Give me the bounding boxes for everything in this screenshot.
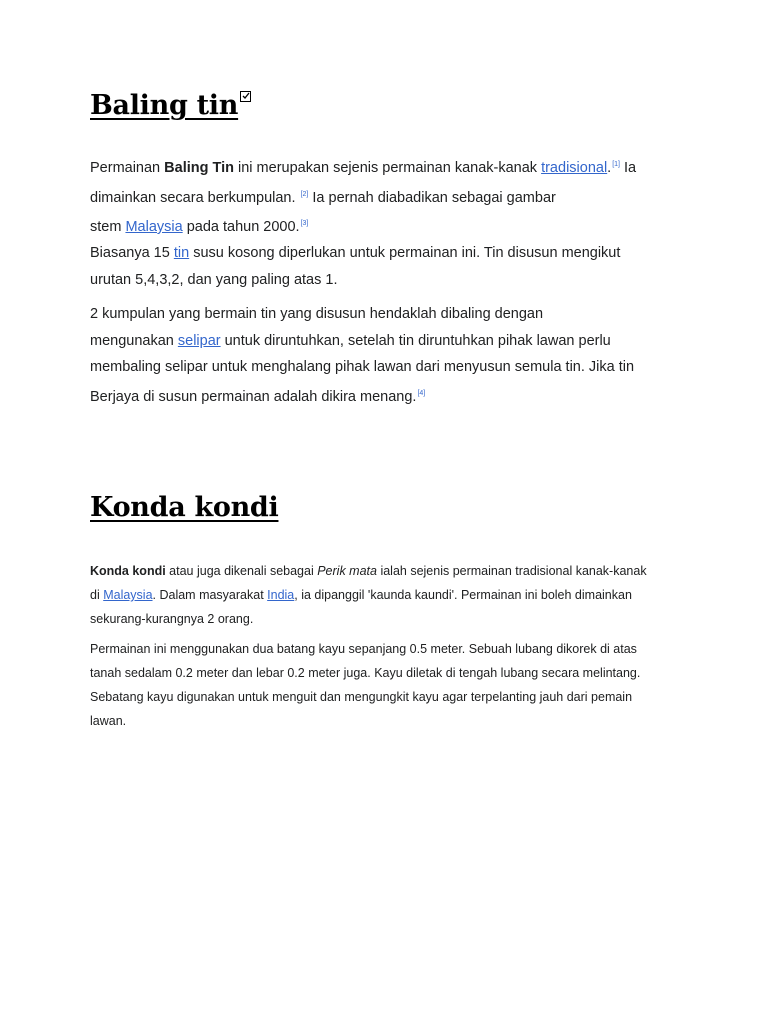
text: Permainan: [90, 160, 165, 176]
text-line: sekurang-kurangnya 2 orang.: [90, 612, 254, 626]
text-line: [90, 152, 675, 182]
text-line: [90, 381, 675, 411]
reference-link[interactable]: [2]: [300, 190, 309, 198]
link-selipar[interactable]: selipar: [177, 332, 221, 349]
reference-link[interactable]: [3]: [300, 220, 309, 227]
reference-link[interactable]: [1]: [612, 161, 620, 168]
text-line: Permainan ini menggunakan dua batang kayu sepanjang 0.5 meter. Sebuah lubang dikorek di atas: [90, 642, 637, 656]
link-tradisional[interactable]: tradisional: [541, 160, 608, 176]
paragraph-konda-rules: [90, 637, 690, 733]
text-line: Sebatang kayu digunakan untuk menguit dan mengungkit kayu agar terpelanting jauh dari pemain: [90, 690, 633, 704]
text: Berjaya di susun permainan adalah dikira menang.: [90, 388, 417, 405]
text-line: tanah sedalam 0.2 meter dan lebar 0.2 meter juga. Kayu diletak di tengah lubang secara melintang.: [90, 666, 641, 680]
link-india[interactable]: India: [267, 588, 295, 602]
section-title-text: Baling tin: [90, 90, 239, 121]
reference-link[interactable]: [4]: [417, 389, 426, 397]
paragraph-intro: [90, 152, 675, 241]
text-line: urutan 5,4,3,2, dan yang paling atas 1.: [90, 271, 338, 288]
text-line: [90, 328, 675, 355]
text-line: 2 kumpulan yang bermain tin yang disusun hendaklah dibaling dengan: [90, 306, 544, 322]
text: , ia dipanggil 'kaunda kaundi'. Permainan ini boleh dimainkan: [294, 588, 632, 602]
text-line: [90, 559, 690, 583]
text-line: lawan.: [90, 714, 127, 728]
italic-term: Perik mata: [317, 564, 377, 578]
paragraph-konda-intro: [90, 559, 690, 631]
text: mengunakan: [90, 332, 178, 349]
text: ialah sejenis permainan tradisional kanak-kanak: [376, 564, 647, 578]
text-line: [90, 182, 675, 212]
text-line: [90, 583, 690, 607]
text: susu kosong diperlukan untuk permainan ini. Tin disusun mengikut: [189, 245, 621, 261]
text-line: membaling selipar untuk menghalang pihak lawan dari menyusun semula tin. Jika tin: [90, 359, 635, 375]
section-title-text: Konda kondi: [90, 492, 279, 523]
text: ini merupakan sejenis permainan kanak-kanak: [233, 160, 542, 176]
link-malaysia[interactable]: Malaysia: [125, 219, 183, 235]
text: Ia: [620, 160, 637, 176]
text: pada tahun 2000.: [182, 219, 300, 235]
text: Biasanya 15: [90, 245, 174, 261]
text-line: [90, 211, 675, 241]
text-line: [90, 240, 675, 267]
text: .: [607, 160, 612, 176]
text: di: [90, 588, 104, 602]
bold-term: Baling Tin: [164, 160, 234, 176]
section-title-konda-kondi: [90, 492, 278, 523]
text: atau juga dikenali sebagai: [165, 564, 318, 578]
text: untuk diruntuhkan, setelah tin diruntuhkan pihak lawan perlu: [220, 332, 611, 349]
text: Ia pernah diabadikan sebagai gambar: [308, 189, 556, 206]
bold-term: Konda kondi: [90, 564, 166, 578]
paragraph-rules: [90, 301, 675, 410]
text: dimainkan secara berkumpulan.: [90, 189, 300, 206]
link-tin[interactable]: tin: [173, 245, 190, 261]
text: . Dalam masyarakat: [152, 588, 268, 602]
section-title-baling-tin: [90, 90, 251, 121]
paragraph-tin-count: [90, 240, 675, 293]
checkbox-edit-icon[interactable]: [240, 91, 251, 102]
link-malaysia[interactable]: Malaysia: [103, 588, 153, 602]
text: stem: [90, 219, 126, 235]
